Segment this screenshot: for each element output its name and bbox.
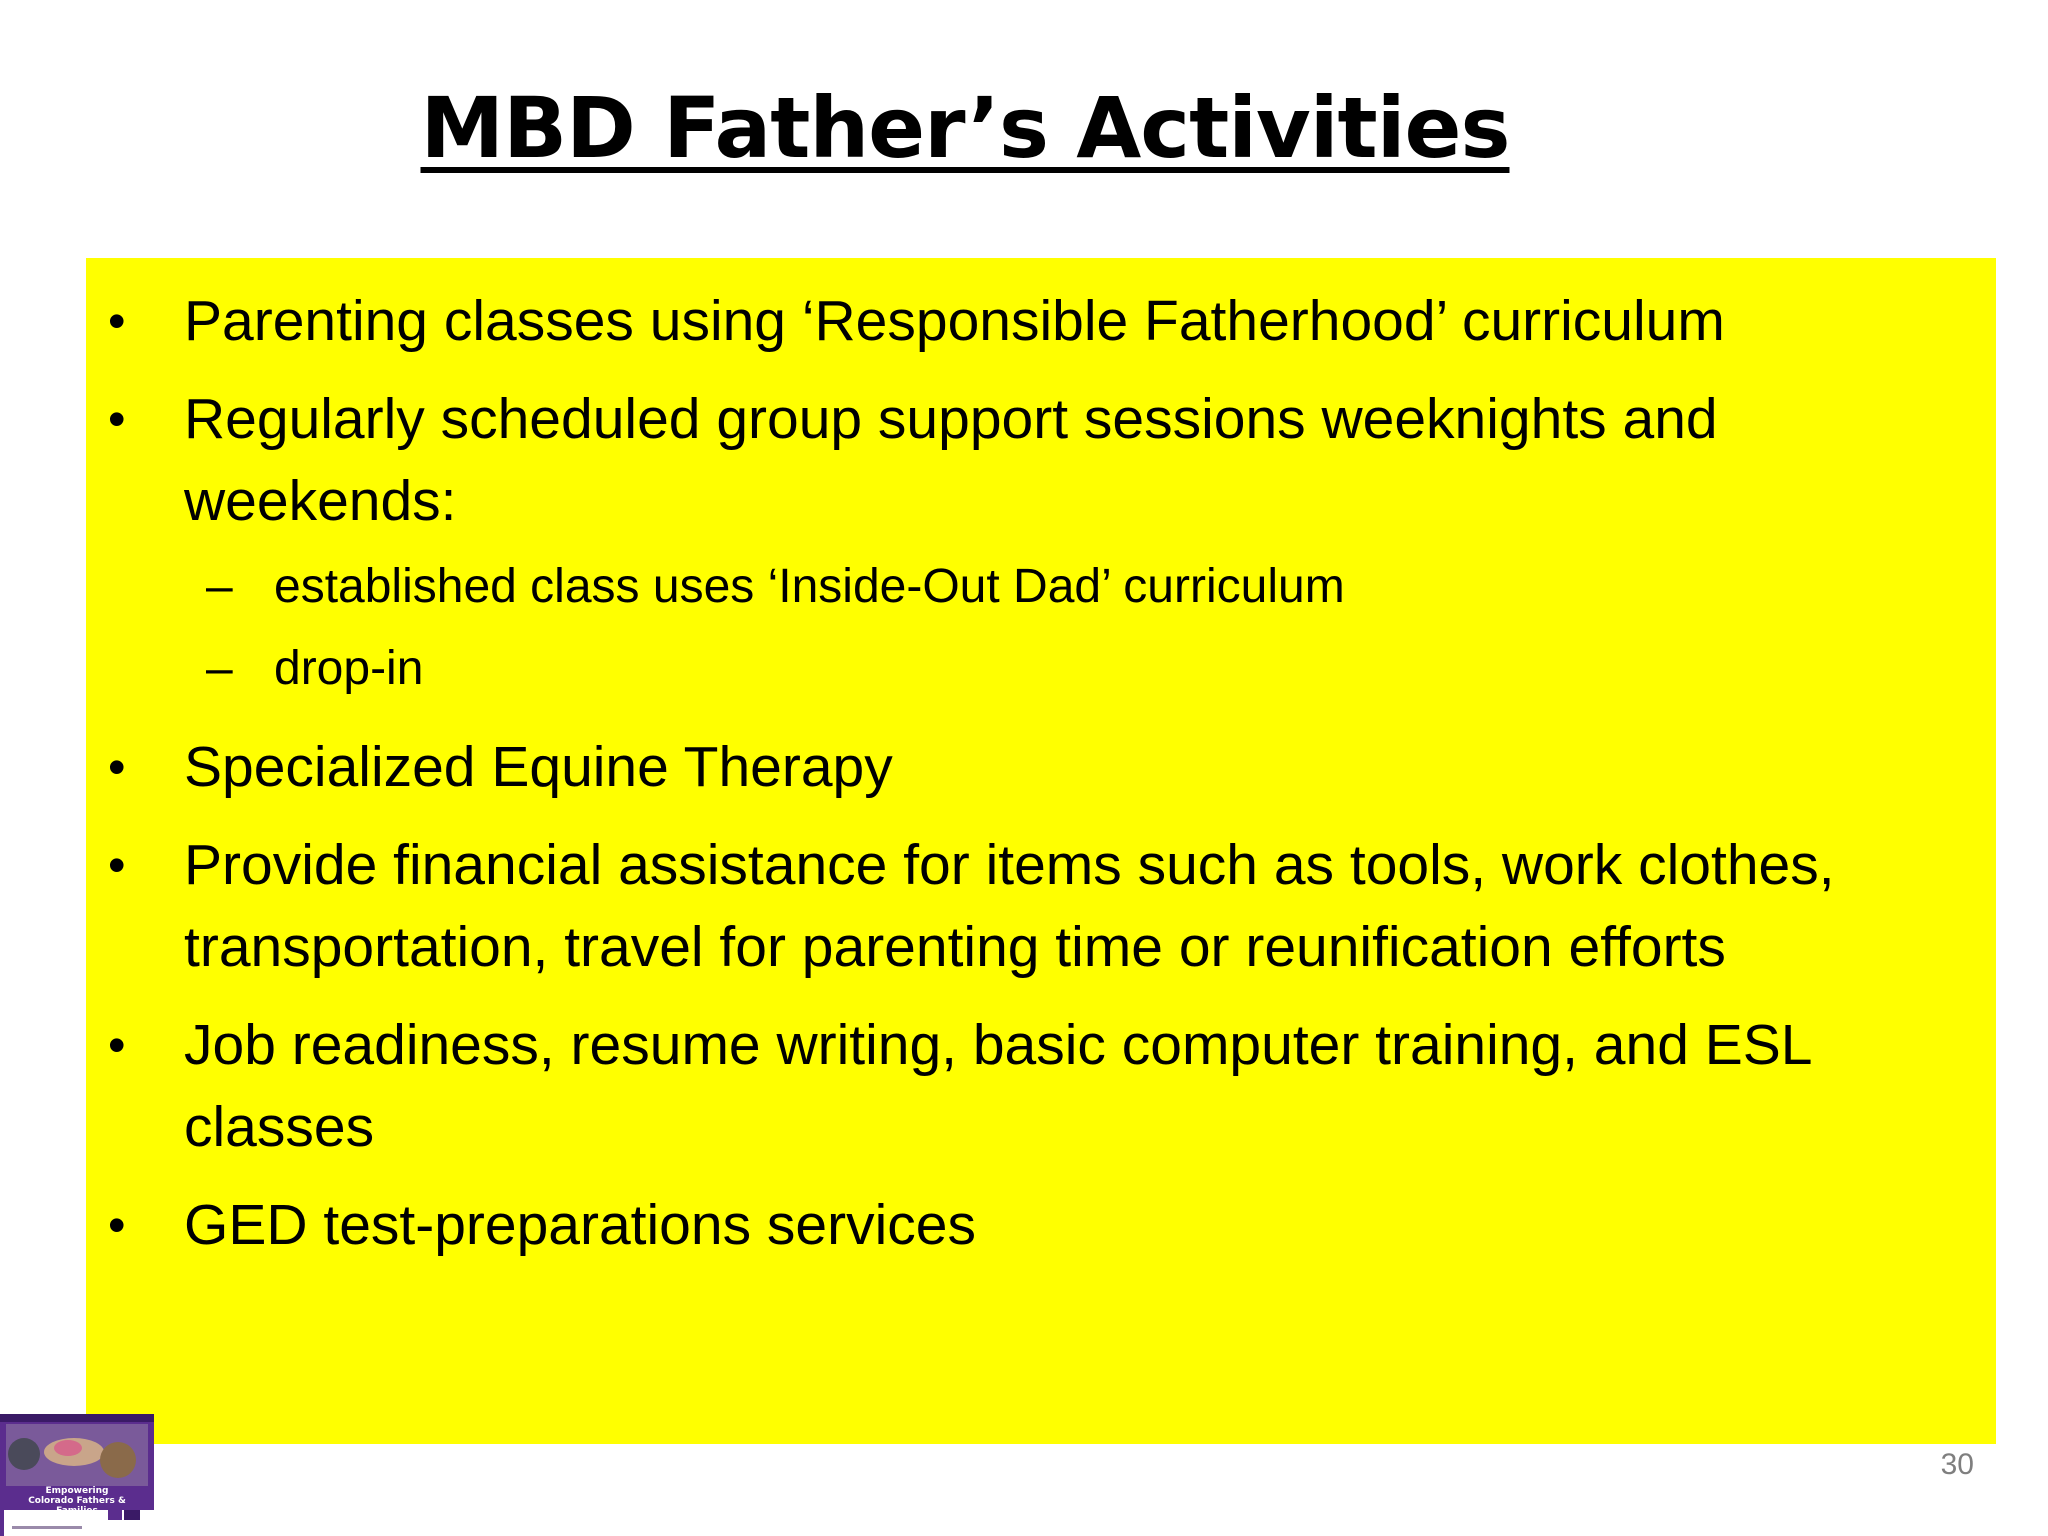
bullet-dot-icon: • — [108, 1017, 126, 1073]
bullet-text: Parenting classes using ‘Responsible Fatherhood’ curriculum — [184, 289, 1725, 353]
bullet-text: Regularly scheduled group support sessions weeknights and weekends: — [184, 387, 1718, 533]
bullet-item-group-support — [86, 378, 1996, 710]
bullet-item-financial-assistance — [86, 824, 1996, 988]
bullet-item-parenting-classes — [86, 280, 1996, 362]
bullet-text: GED test-preparations services — [184, 1193, 976, 1257]
sub-bullet-text: drop-in — [274, 642, 424, 695]
bullet-item-ged-prep — [86, 1184, 1996, 1266]
bullet-list — [86, 280, 1996, 1282]
organization-logo — [0, 1414, 154, 1536]
bullet-dot-icon: • — [108, 739, 126, 795]
slide-title: MBD Father’s Activities — [420, 79, 1510, 177]
highlighted-content-box — [86, 258, 1996, 1444]
logo-text: Empowering Colorado Fathers & Families — [28, 1486, 126, 1516]
logo-graphic — [0, 1414, 154, 1536]
page-number: 30 — [1940, 1448, 1974, 1481]
bullet-text: Job readiness, resume writing, basic computer training, and ESL classes — [184, 1013, 1811, 1159]
bullet-dot-icon: • — [108, 293, 126, 349]
dash-icon: – — [206, 642, 233, 695]
bullet-text: Specialized Equine Therapy — [184, 735, 893, 799]
bullet-dot-icon: • — [108, 391, 126, 447]
bullet-dot-icon: • — [108, 1197, 126, 1253]
bullet-dot-icon: • — [108, 837, 126, 893]
sub-bullet-established-class — [184, 546, 1976, 628]
sub-bullet-drop-in — [184, 628, 1976, 710]
sub-bullet-text: established class uses ‘Inside-Out Dad’ curriculum — [274, 560, 1345, 613]
bullet-item-job-readiness — [86, 1004, 1996, 1168]
bullet-item-equine-therapy — [86, 726, 1996, 808]
dash-icon: – — [206, 560, 233, 613]
bullet-text: Provide financial assistance for items such as tools, work clothes, transportation, travel for parenting time or reunification efforts — [184, 833, 1835, 979]
sub-bullet-list — [184, 546, 1976, 710]
